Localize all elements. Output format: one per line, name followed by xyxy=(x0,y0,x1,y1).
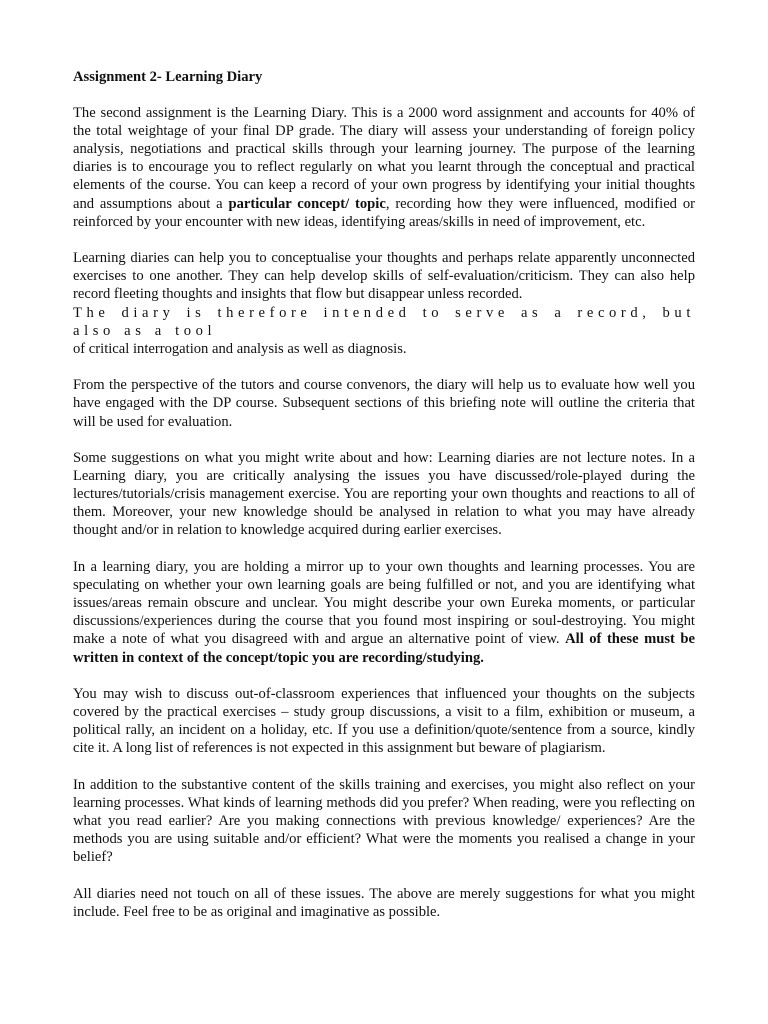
paragraph-evaluation: From the perspective of the tutors and course convenors, the diary will help us to evaluate how well you have engaged with the DP course. Subsequent sections of this briefing note will outline the criteria that will be used for evaluation. xyxy=(73,377,695,430)
spaced-sentence: The diary is therefore intended to serve as a record, but also as a tool xyxy=(73,304,695,339)
emphasis-context: All of these must be written in context of the concept/topic you are recording/studying. xyxy=(73,631,695,666)
document-page xyxy=(73,68,695,940)
emphasis-concept-topic: particular concept/ topic xyxy=(228,195,386,212)
paragraph-closing: All diaries need not touch on all of these issues. The above are merely suggestions for what you might include. Feel free to be as original and imaginative as possible. xyxy=(73,885,695,921)
paragraph-text: The second assignment is the Learning Diary. This is a 2000 word assignment and accounts for 40% of the total weightage of your final DP grade. The diary will assess your understanding of foreign policy analysis, negotiations and practical skills through your learning journey. The purpose of the learning diaries is to encourage you to reflect regularly on what you learnt through the conceptual and practical elements of the course. You can keep a record of your own progress by identifying your initial thoughts and assumptions about a xyxy=(73,105,695,212)
paragraph-text: , recording how they were influenced, modified or reinforced by your encounter with new ideas, identifying areas/skills in need of improvement, etc. xyxy=(73,195,695,230)
paragraph-text: of critical interrogation and analysis as well as diagnosis. xyxy=(73,340,407,357)
paragraph-learning-processes: In addition to the substantive content of the skills training and exercises, you might also reflect on your learning processes. What kinds of learning methods did you prefer? When reading, were you reflecting on what you read earlier? Are you making connections with previous knowledge/ experiences? Are the methods you are using suitable and/or efficient? What were the moments you realised a change in your belief? xyxy=(73,777,695,866)
paragraph-benefits xyxy=(73,249,695,358)
document-title: Assignment 2- Learning Diary xyxy=(73,69,263,85)
paragraph-out-of-classroom: You may wish to discuss out-of-classroom experiences that influenced your thoughts on the subjects covered by the practical exercises – study group discussions, a visit to a film, exhibition or museum, a political rally, an incident on a holiday, etc. If you use a definition/quote/sentence from a source, kindly cite it. A long list of references is not expected in this assignment but beware of plagiarism. xyxy=(73,686,695,757)
paragraph-introduction xyxy=(73,104,695,231)
paragraph-suggestions: Some suggestions on what you might write about and how: Learning diaries are not lecture notes. In a Learning diary, you are critically analysing the issues you have discussed/role-played during the lectures/tutorials/crisis management exercise. You are reporting your own thoughts and reactions to all of them. Moreover, your new knowledge should be analysed in relation to what you may have already thought and/or in relation to knowledge acquired during earlier exercises. xyxy=(73,450,695,539)
paragraph-mirror xyxy=(73,558,695,667)
paragraph-text: In a learning diary, you are holding a mirror up to your own thoughts and learning processes. You are speculating on whether your own learning goals are being fulfilled or not, and you are identifying what issues/areas remain obscure and unclear. You might describe your own Eureka moments, or particular discussions/experiences during the course that you found most inspiring or soul-destroying. You might make a note of what you disagreed with and argue an alternative point of view. xyxy=(73,559,695,648)
paragraph-text: Learning diaries can help you to conceptualise your thoughts and perhaps relate apparently unconnected exercises to one another. They can help develop skills of self-evaluation/criticism. They can also help record fleeting thoughts and insights that flow but disappear unless recorded. xyxy=(73,250,695,303)
